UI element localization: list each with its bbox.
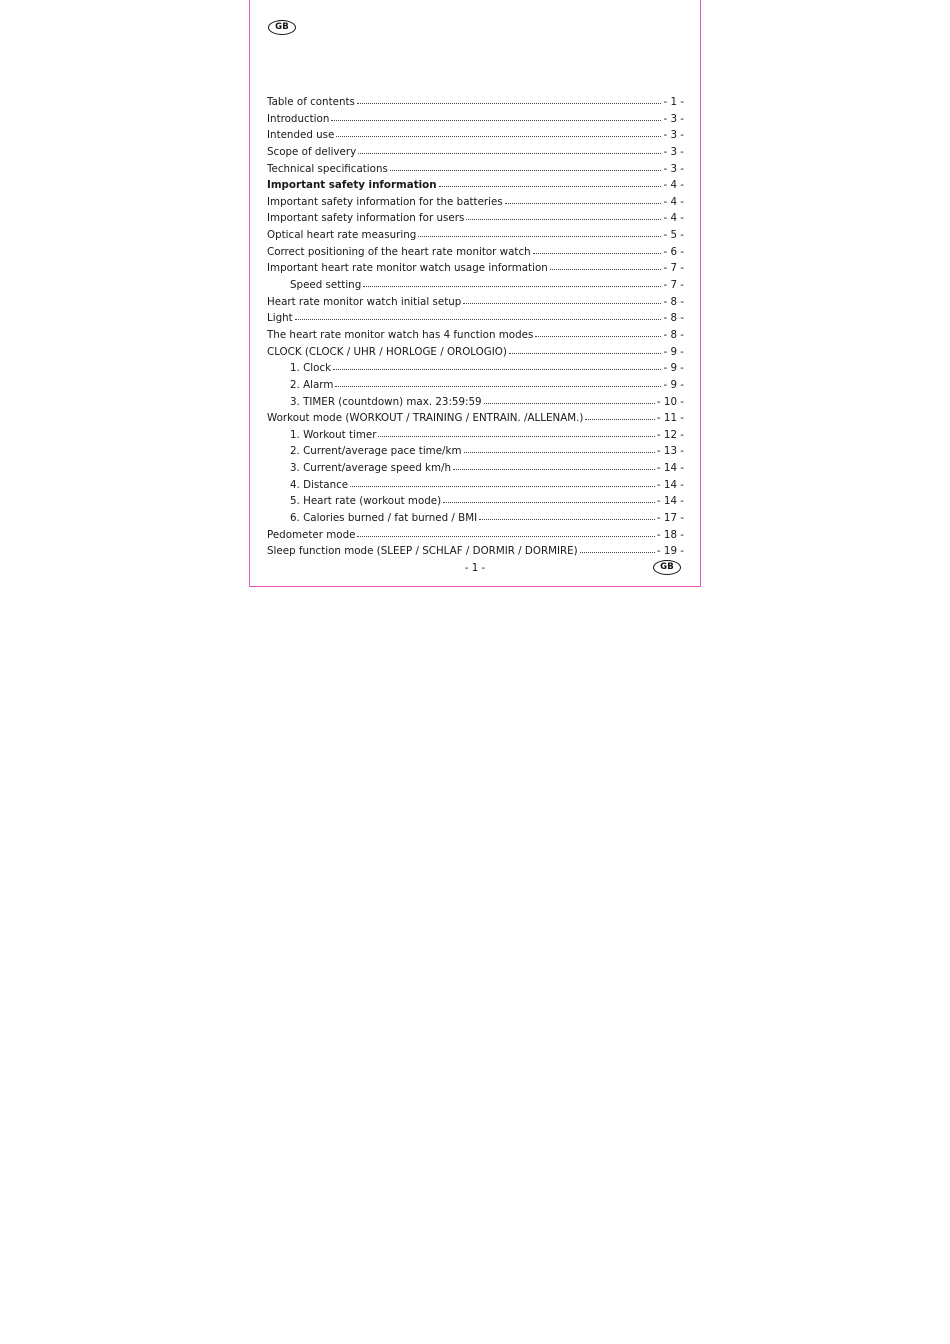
toc-entry-page: - 8 - xyxy=(663,295,684,308)
toc-entry-title: Technical specifications xyxy=(267,162,388,175)
toc-entry-title: 2. Current/average pace time/km xyxy=(290,445,462,458)
toc-entry-page: - 9 - xyxy=(663,378,684,391)
toc-dot-leader xyxy=(357,102,662,104)
toc-entry-title: Optical heart rate measuring xyxy=(267,229,417,242)
page-number: - 1 - xyxy=(464,562,486,574)
toc-entry[interactable] xyxy=(267,294,684,311)
toc-dot-leader xyxy=(418,235,661,237)
toc-entry-page: - 4 - xyxy=(663,195,684,208)
toc-entry[interactable] xyxy=(267,510,684,527)
toc-entry[interactable] xyxy=(267,460,684,477)
toc-entry[interactable] xyxy=(267,277,684,294)
toc-dot-leader xyxy=(580,551,655,553)
toc-dot-leader xyxy=(453,468,655,470)
toc-entry[interactable] xyxy=(267,394,684,411)
toc-entry[interactable] xyxy=(267,161,684,178)
toc-entry[interactable] xyxy=(267,144,684,161)
toc-entry-title: 6. Calories burned / fat burned / BMI xyxy=(290,512,478,525)
toc-entry[interactable] xyxy=(267,527,684,544)
toc-entry-page: - 14 - xyxy=(656,495,684,508)
toc-entry-page: - 6 - xyxy=(663,245,684,258)
toc-entry[interactable] xyxy=(267,94,684,111)
toc-dot-leader xyxy=(443,501,655,503)
toc-entry-title: Intended use xyxy=(267,129,335,142)
toc-entry[interactable] xyxy=(267,127,684,144)
toc-dot-leader xyxy=(533,252,662,254)
toc-entry-title: Correct positioning of the heart rate monitor watch xyxy=(267,245,531,258)
toc-entry[interactable] xyxy=(267,111,684,128)
toc-entry-title: Scope of delivery xyxy=(267,145,357,158)
toc-entry-title: The heart rate monitor watch has 4 function modes xyxy=(267,328,534,341)
toc-entry[interactable] xyxy=(267,427,684,444)
toc-entry-page: - 10 - xyxy=(656,395,684,408)
toc-dot-leader xyxy=(535,335,661,337)
toc-entry-page: - 4 - xyxy=(663,179,684,192)
toc-entry[interactable] xyxy=(267,344,684,361)
toc-entry[interactable] xyxy=(267,177,684,194)
toc-entry-page: - 12 - xyxy=(656,428,684,441)
toc-dot-leader xyxy=(333,368,661,370)
toc-entry-title: Workout mode (WORKOUT / TRAINING / ENTRAIN. /ALLENAM.) xyxy=(267,412,584,425)
toc-entry-title: 4. Distance xyxy=(290,478,349,491)
toc-dot-leader xyxy=(439,185,662,187)
toc-entry-page: - 9 - xyxy=(663,345,684,358)
toc-entry-page: - 5 - xyxy=(663,229,684,242)
toc-entry-page: - 7 - xyxy=(663,279,684,292)
toc-entry[interactable] xyxy=(267,310,684,327)
toc-dot-leader xyxy=(484,402,655,404)
toc-dot-leader xyxy=(550,268,662,270)
toc-entry-title: 3. Current/average speed km/h xyxy=(290,462,452,475)
toc-entry-page: - 19 - xyxy=(656,545,684,558)
toc-entry-title: Heart rate monitor watch initial setup xyxy=(267,295,462,308)
toc-entry-page: - 18 - xyxy=(656,528,684,541)
toc-entry-page: - 3 - xyxy=(663,129,684,142)
toc-entry[interactable] xyxy=(267,260,684,277)
toc-entry-page: - 8 - xyxy=(663,312,684,325)
toc-dot-leader xyxy=(479,518,655,520)
toc-dot-leader xyxy=(464,451,655,453)
toc-entry-page: - 7 - xyxy=(663,262,684,275)
toc-entry-page: - 3 - xyxy=(663,162,684,175)
toc-entry-page: - 13 - xyxy=(656,445,684,458)
toc-entry-title: 3. TIMER (countdown) max. 23:59:59 xyxy=(290,395,482,408)
toc-entry-title: Important heart rate monitor watch usage information xyxy=(267,262,548,275)
toc-entry-page: - 17 - xyxy=(656,512,684,525)
toc-dot-leader xyxy=(336,135,661,137)
toc-entry-title: 1. Workout timer xyxy=(290,428,377,441)
toc-entry-page: - 14 - xyxy=(656,478,684,491)
toc-entry-title: Important safety information xyxy=(267,179,437,192)
toc-entry-page: - 3 - xyxy=(663,112,684,125)
toc-entry[interactable] xyxy=(267,227,684,244)
toc-entry[interactable] xyxy=(267,443,684,460)
toc-entry-title: Table of contents xyxy=(267,96,355,108)
table-of-contents xyxy=(267,94,684,560)
toc-entry-title: 1. Clock xyxy=(290,362,332,375)
toc-dot-leader xyxy=(509,352,662,354)
toc-entry-page: - 4 - xyxy=(663,212,684,225)
toc-dot-leader xyxy=(466,218,661,220)
toc-entry[interactable] xyxy=(267,194,684,211)
toc-entry-page: - 8 - xyxy=(663,328,684,341)
language-badge-top: GB xyxy=(268,20,296,35)
toc-entry-title: Speed setting xyxy=(290,279,362,292)
toc-dot-leader xyxy=(350,485,655,487)
toc-entry-page: - 9 - xyxy=(663,362,684,375)
toc-dot-leader xyxy=(463,302,661,304)
toc-entry[interactable] xyxy=(267,477,684,494)
toc-dot-leader xyxy=(505,202,662,204)
toc-entry-title: 5. Heart rate (workout mode) xyxy=(290,495,442,508)
toc-entry[interactable] xyxy=(267,543,684,560)
toc-entry-title: Important safety information for users xyxy=(267,212,465,225)
toc-entry[interactable] xyxy=(267,327,684,344)
toc-dot-leader xyxy=(378,435,654,437)
toc-entry[interactable] xyxy=(267,410,684,427)
toc-entry-page: - 1 - xyxy=(663,96,684,108)
toc-dot-leader xyxy=(331,119,661,121)
toc-entry[interactable] xyxy=(267,493,684,510)
toc-entry[interactable] xyxy=(267,360,684,377)
toc-entry-title: Pedometer mode xyxy=(267,528,356,541)
toc-entry-title: Introduction xyxy=(267,112,330,125)
toc-dot-leader xyxy=(585,418,654,420)
toc-entry-title: Light xyxy=(267,312,293,325)
toc-dot-leader xyxy=(363,285,661,287)
toc-entry-title: Sleep function mode (SLEEP / SCHLAF / DORMIR / DORMIRE) xyxy=(267,545,578,558)
toc-entry-page: - 3 - xyxy=(663,145,684,158)
toc-entry-page: - 14 - xyxy=(656,462,684,475)
toc-entry-title: 2. Alarm xyxy=(290,378,334,391)
toc-entry[interactable] xyxy=(267,210,684,227)
toc-entry-page: - 11 - xyxy=(656,412,684,425)
language-badge-bottom: GB xyxy=(653,560,681,575)
toc-entry-title: CLOCK (CLOCK / UHR / HORLOGE / OROLOGIO) xyxy=(267,345,507,358)
toc-dot-leader xyxy=(335,385,661,387)
toc-entry[interactable] xyxy=(267,244,684,261)
toc-dot-leader xyxy=(390,169,662,171)
toc-dot-leader xyxy=(295,318,662,320)
toc-dot-leader xyxy=(358,152,661,154)
toc-entry[interactable] xyxy=(267,377,684,394)
toc-entry-title: Important safety information for the batteries xyxy=(267,195,503,208)
toc-dot-leader xyxy=(357,535,654,537)
